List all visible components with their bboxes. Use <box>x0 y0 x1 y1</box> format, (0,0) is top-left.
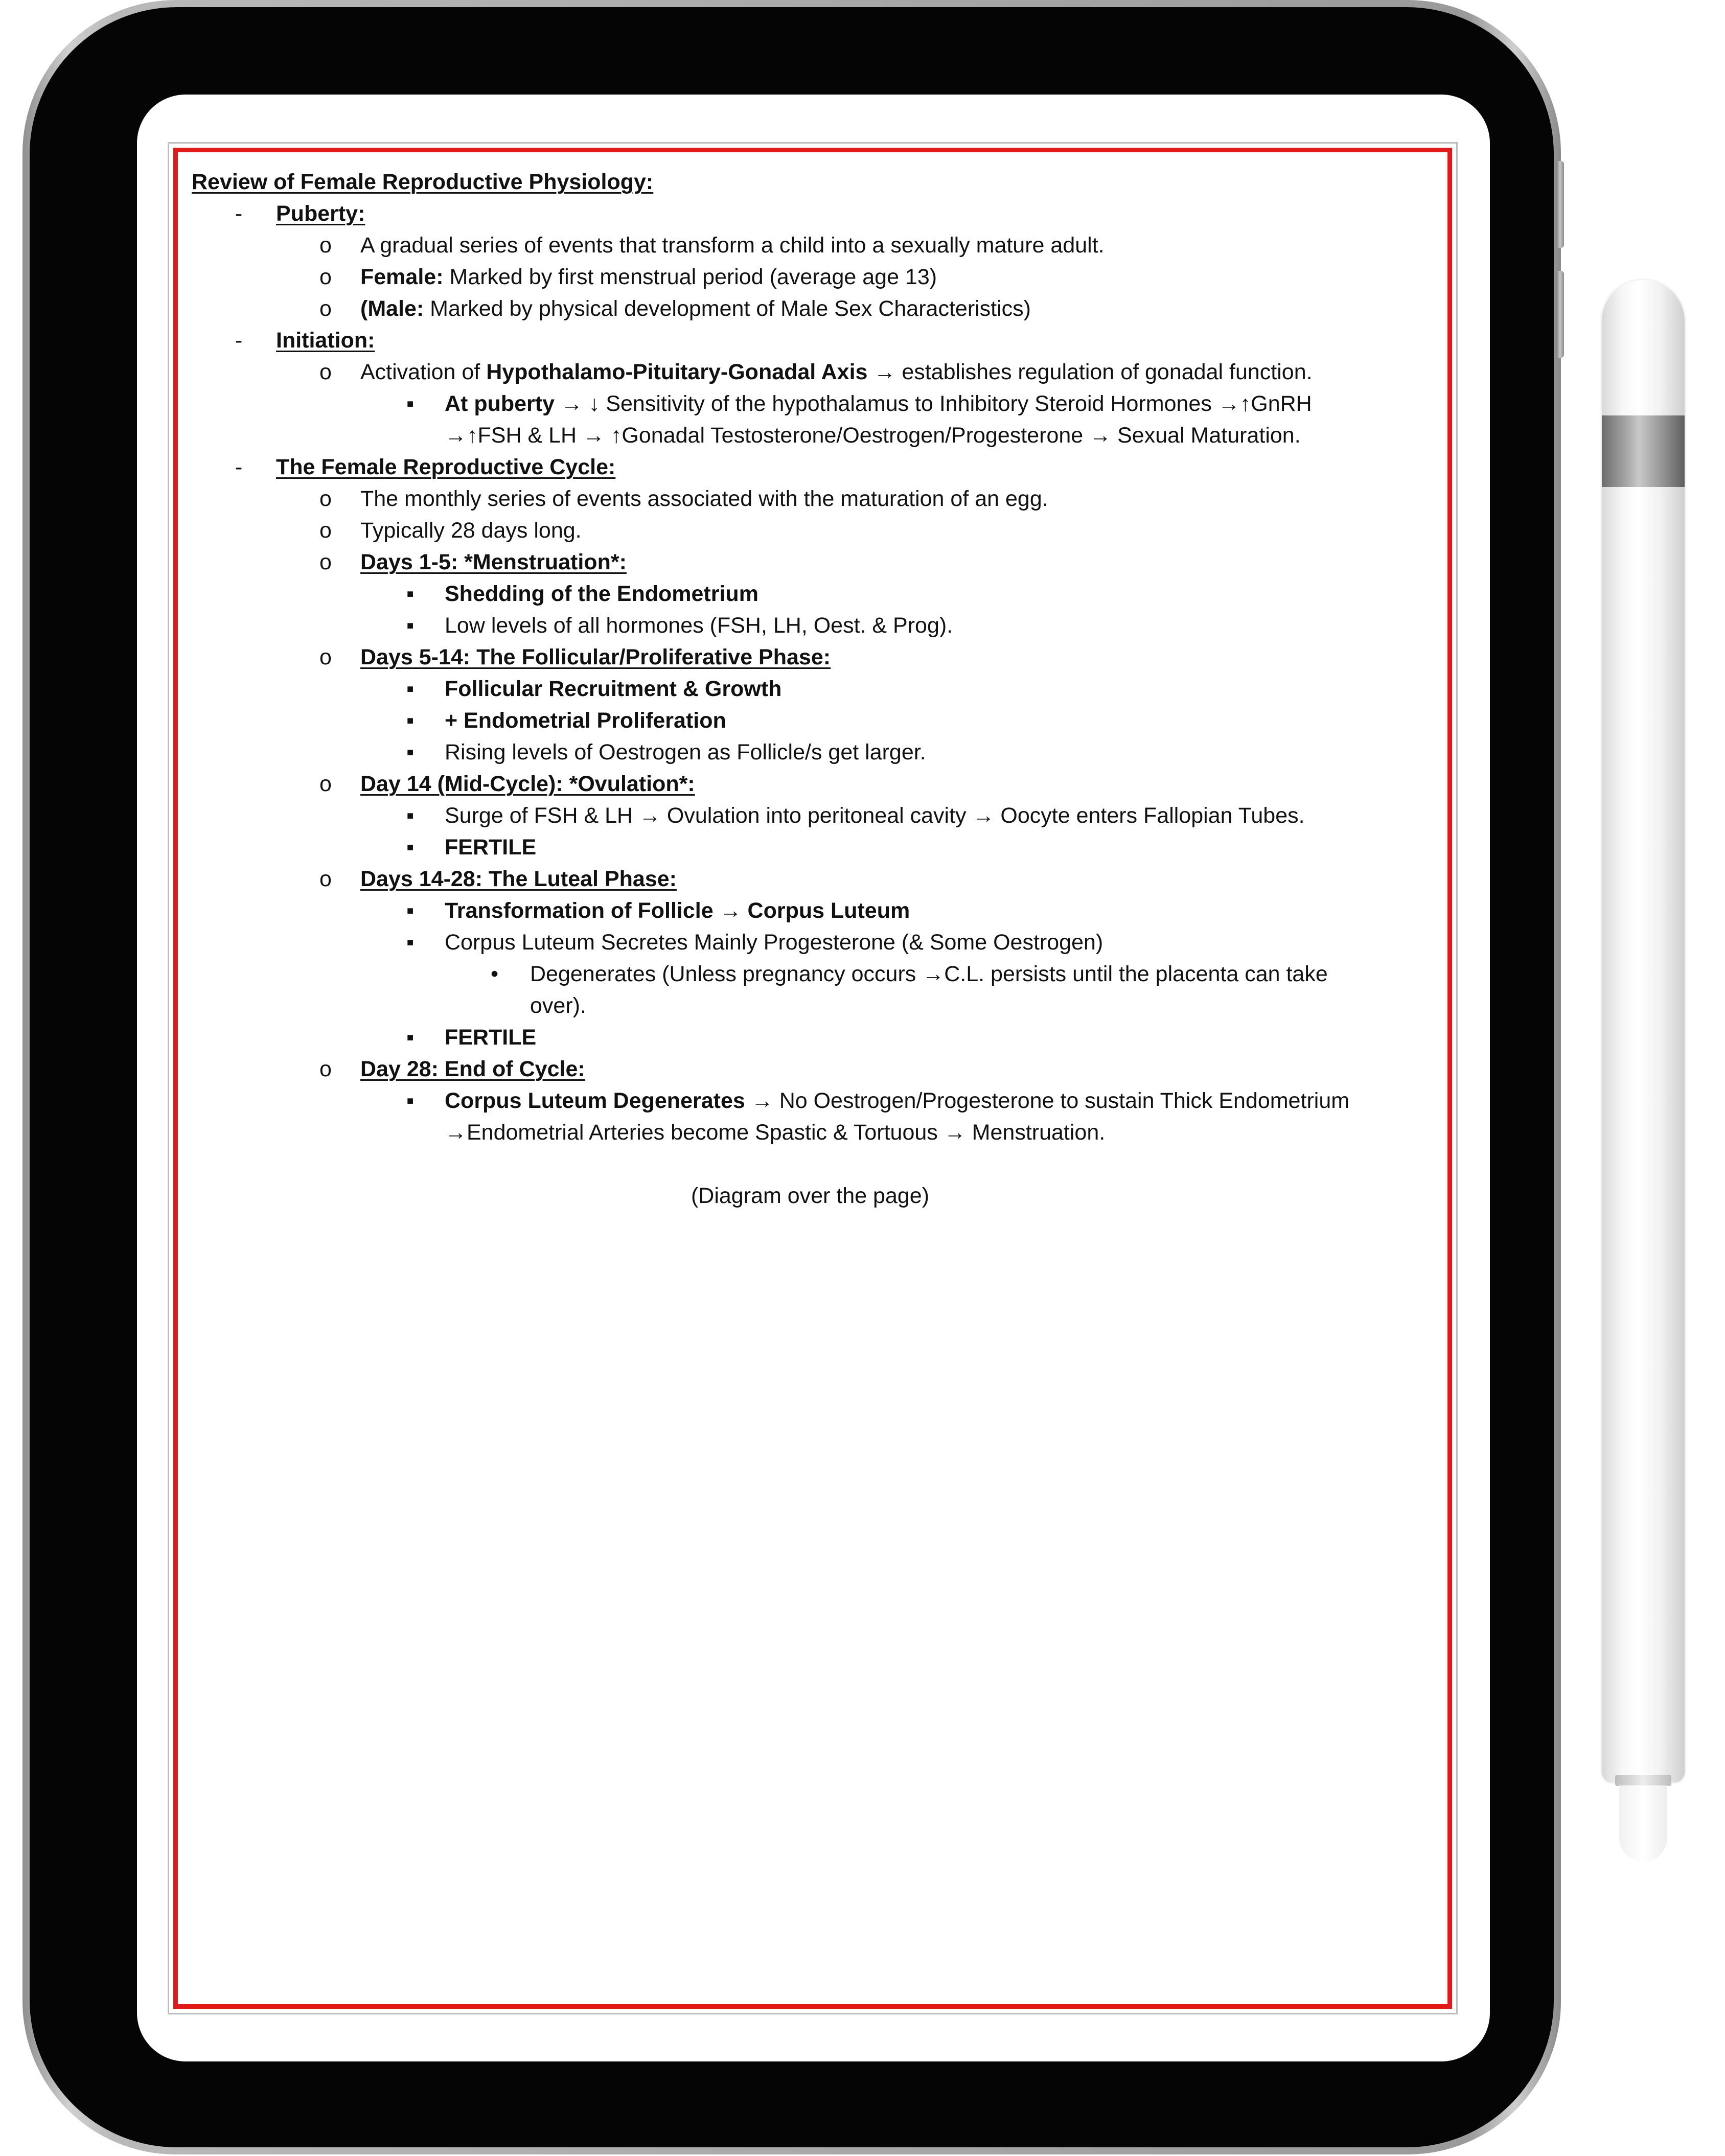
list-item <box>192 356 1429 388</box>
initiation-pre: Activation of <box>360 360 487 384</box>
puberty-item-label: Female: <box>360 265 444 289</box>
list-item <box>192 1022 1429 1053</box>
follicular-heading: Days 5-14: The Follicular/Proliferative Phase: <box>360 645 831 669</box>
list-item <box>192 831 1429 863</box>
menstruation-item-text: Low levels of all hormones (FSH, LH, Oest. & Prog). <box>445 613 953 638</box>
list-item <box>192 673 1429 705</box>
list-item <box>192 705 1429 736</box>
luteal-item-bold: FERTILE <box>445 1025 537 1050</box>
square-bullet: ▪ <box>406 708 415 733</box>
luteal-item-text: Corpus Luteum Secretes Mainly Progesterone (& Some Oestrogen) <box>445 930 1103 955</box>
list-item <box>192 578 1429 610</box>
puberty-item-text: Marked by first menstrual period (average age 13) <box>443 265 937 289</box>
list-item <box>192 895 1429 926</box>
list-item <box>192 800 1429 831</box>
puberty-item-text: A gradual series of events that transform a child into a sexually mature adult. <box>360 233 1105 258</box>
square-bullet: ▪ <box>406 1025 415 1050</box>
initiation-sub-label: At puberty <box>445 391 555 416</box>
square-bullet: ▪ <box>406 677 415 701</box>
end-item-cont: →Endometrial Arteries become Spastic & Tortuous → Menstruation. <box>445 1120 1106 1145</box>
list-item <box>192 958 1429 990</box>
section-puberty-heading <box>192 198 1429 229</box>
luteal-sub-text: Degenerates (Unless pregnancy occurs →C.L. persists until the placenta can take <box>530 962 1328 986</box>
pencil-body <box>1602 280 1685 1782</box>
circle-bullet: o <box>319 645 332 669</box>
section-initiation-heading <box>192 324 1429 356</box>
dash-marker: - <box>235 201 243 226</box>
list-item-continuation <box>192 990 1429 1022</box>
square-bullet: ▪ <box>406 740 415 764</box>
dash-marker: - <box>235 328 243 353</box>
luteal-item-bold: Transformation of Follicle → Corpus Luteum <box>445 898 910 923</box>
stylus-pencil <box>1600 280 1687 1915</box>
ovulation-item-text: Surge of FSH & LH → Ovulation into peritoneal cavity → Oocyte enters Fallopian Tubes. <box>445 803 1305 828</box>
initiation-heading: Initiation: <box>276 328 375 353</box>
list-item <box>192 515 1429 546</box>
volume-up-button <box>1556 161 1564 248</box>
list-item <box>192 388 1429 420</box>
circle-bullet: o <box>319 296 332 321</box>
square-bullet: ▪ <box>406 835 415 860</box>
puberty-item-label: (Male: <box>360 296 424 321</box>
list-item-continuation <box>192 420 1429 451</box>
end-item-text: → No Oestrogen/Progesterone to sustain Thick Endometrium <box>745 1088 1350 1113</box>
list-item <box>192 483 1429 515</box>
list-item <box>192 641 1429 673</box>
menstruation-item-bold: Shedding of the Endometrium <box>445 582 758 606</box>
cycle-intro-text: Typically 28 days long. <box>360 518 582 543</box>
circle-bullet: o <box>319 233 332 258</box>
circle-bullet: o <box>319 867 332 891</box>
list-item <box>192 863 1429 895</box>
luteal-sub-cont: over). <box>530 993 586 1018</box>
end-item-bold: Corpus Luteum Degenerates <box>445 1088 745 1113</box>
end-heading: Day 28: End of Cycle: <box>360 1057 585 1081</box>
list-item <box>192 1085 1429 1117</box>
square-bullet: ▪ <box>406 898 415 923</box>
pencil-band <box>1602 415 1685 487</box>
follicular-item-bold: Follicular Recruitment & Growth <box>445 677 782 701</box>
title-text: Review of Female Reproductive Physiology: <box>192 170 654 194</box>
initiation-post: → establishes regulation of gonadal function. <box>867 360 1313 384</box>
volume-down-button <box>1556 271 1564 358</box>
list-item-continuation <box>192 1117 1429 1148</box>
square-bullet: ▪ <box>406 391 415 416</box>
circle-bullet: o <box>319 360 332 384</box>
dash-marker: - <box>235 455 243 479</box>
cycle-heading: The Female Reproductive Cycle: <box>276 455 616 479</box>
circle-bullet: o <box>319 486 332 511</box>
menstruation-heading: Days 1-5: *Menstruation*: <box>360 550 627 574</box>
list-item <box>192 768 1429 800</box>
list-item <box>192 293 1429 324</box>
circle-bullet: o <box>319 518 332 543</box>
section-cycle-heading <box>192 451 1429 483</box>
tablet-screen <box>137 95 1490 2061</box>
list-item <box>192 546 1429 578</box>
square-bullet: ▪ <box>406 1088 415 1113</box>
list-item <box>192 229 1429 261</box>
initiation-bold: Hypothalamo-Pituitary-Gonadal Axis <box>486 360 868 384</box>
initiation-sub-cont: →↑FSH & LH → ↑Gonadal Testosterone/Oestrogen/Progesterone → Sexual Maturation. <box>445 423 1301 448</box>
circle-bullet: o <box>319 1057 332 1081</box>
list-item <box>192 1053 1429 1085</box>
follicular-item-bold: + Endometrial Proliferation <box>445 708 726 733</box>
square-bullet: ▪ <box>406 613 415 638</box>
puberty-heading: Puberty: <box>276 201 365 226</box>
list-item <box>192 610 1429 641</box>
follicular-item-text: Rising levels of Oestrogen as Follicle/s get larger. <box>445 740 926 764</box>
initiation-sub-text: → ↓ Sensitivity of the hypothalamus to Inhibitory Steroid Hormones →↑GnRH <box>555 391 1312 416</box>
document-body <box>192 166 1429 1212</box>
square-bullet: ▪ <box>406 582 415 606</box>
pencil-ring <box>1615 1775 1671 1786</box>
list-item <box>192 261 1429 293</box>
puberty-item-text: Marked by physical development of Male Sex Characteristics) <box>424 296 1031 321</box>
square-bullet: ▪ <box>406 803 415 828</box>
list-item <box>192 926 1429 958</box>
tablet-device <box>22 0 1561 2154</box>
cycle-intro-text: The monthly series of events associated with the maturation of an egg. <box>360 486 1048 511</box>
square-bullet: ▪ <box>406 930 415 955</box>
circle-bullet: o <box>319 265 332 289</box>
dot-bullet: • <box>491 962 499 986</box>
ovulation-item-bold: FERTILE <box>445 835 537 860</box>
circle-bullet: o <box>319 550 332 574</box>
list-item <box>192 736 1429 768</box>
ovulation-heading: Day 14 (Mid-Cycle): *Ovulation*: <box>360 772 695 796</box>
circle-bullet: o <box>319 772 332 796</box>
diagram-note: (Diagram over the page) <box>691 1184 930 1208</box>
pencil-tip <box>1619 1785 1667 1862</box>
document-title <box>192 166 1429 198</box>
luteal-heading: Days 14-28: The Luteal Phase: <box>360 867 677 891</box>
